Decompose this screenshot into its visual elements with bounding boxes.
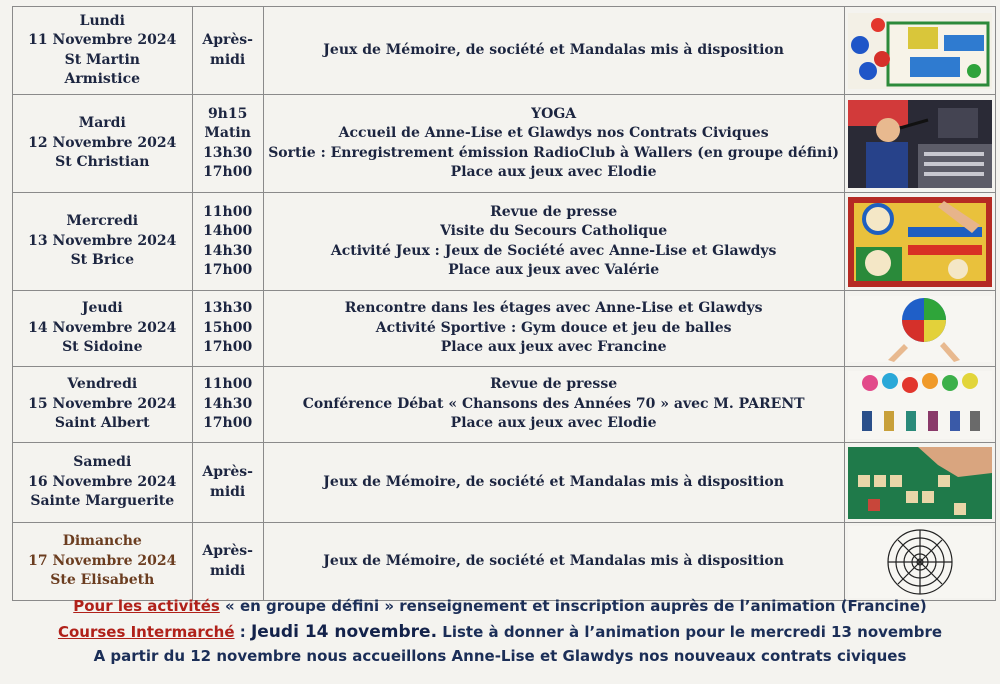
activities-cell (263, 523, 844, 601)
time-label: Après- (202, 32, 253, 48)
row-samedi (13, 443, 996, 523)
time-label: Après- (202, 464, 253, 480)
footer-shopping-text: Liste à donner à l’animation pour le mercredi 13 novembre (437, 623, 943, 641)
debate-bubbles-image (848, 371, 992, 439)
time-label: Matin (204, 125, 251, 141)
day-date: 16 Novembre 2024 (28, 473, 177, 490)
day-date: 17 Novembre 2024 (28, 552, 177, 569)
radio-studio-image (848, 100, 992, 188)
time-label: midi (210, 51, 246, 68)
day-date: 14 Novembre 2024 (28, 319, 177, 336)
footer-activities-label: Pour les activités (73, 597, 220, 615)
time-label: 15h00 (203, 319, 253, 336)
day-cell (13, 443, 193, 523)
footer-activities-text: « en groupe défini » renseignement et inscription auprès de l’animation (Francine) (219, 597, 927, 615)
activity-line: Accueil de Anne-Lise et Glawdys nos Contrats Civiques (338, 125, 769, 141)
day-saint: Saint Albert (54, 415, 150, 432)
day-name: Mercredi (66, 213, 139, 230)
activities-cell (263, 291, 844, 367)
time-label: 9h15 (207, 105, 248, 122)
day-saint: Ste Elisabeth (50, 572, 155, 589)
activity-line: YOGA (531, 105, 577, 122)
activity-line: Activité Jeux : Jeux de Société avec Anne-Lise et Glawdys (330, 242, 777, 259)
activity-line: Revue de presse (490, 376, 618, 393)
activities-cell (263, 193, 844, 291)
day-saint: St Sidoine (62, 339, 143, 356)
time-cell (192, 443, 263, 523)
activity-line: Conférence Débat « Chansons des Années 70 » avec M. PARENT (302, 395, 805, 412)
image-cell (844, 193, 995, 291)
time-cell (192, 193, 263, 291)
activity-line: Place aux jeux avec Francine (440, 339, 667, 356)
row-dimanche (13, 523, 996, 601)
mandala-image (848, 526, 992, 598)
activity-line: Place aux jeux avec Elodie (450, 415, 657, 432)
time-label: 17h00 (203, 164, 253, 180)
time-cell (192, 367, 263, 443)
day-date: 15 Novembre 2024 (28, 395, 177, 412)
day-cell (13, 7, 193, 95)
time-label: 14h00 (203, 223, 253, 239)
day-name: Lundi (79, 12, 125, 29)
day-cell (13, 193, 193, 291)
image-cell (844, 7, 995, 95)
row-mardi (13, 95, 996, 193)
activity-line: Jeux de Mémoire, de société et Mandalas mis à disposition (323, 41, 784, 58)
time-label: 11h00 (203, 203, 253, 220)
day-name: Vendredi (67, 376, 138, 393)
activity-line: Rencontre dans les étages avec Anne-Lise et Glawdys (344, 300, 763, 317)
image-cell (844, 443, 995, 523)
activity-line: Sortie : Enregistrement émission RadioClub à Wallers (en groupe défini) (268, 144, 840, 161)
activities-cell (263, 443, 844, 523)
activity-line: Place aux jeux avec Valérie (448, 262, 660, 278)
time-label: 17h00 (203, 339, 253, 356)
ball-game-image (848, 296, 992, 362)
board-game-pieces-image (848, 13, 992, 89)
time-label: midi (210, 483, 246, 500)
ludo-board-image (848, 197, 992, 287)
footer-welcome-text: A partir du 12 novembre nous accueillons Anne-Lise et Glawdys nos nouveaux contrats civiques (93, 647, 907, 665)
activity-line: Jeux de Mémoire, de société et Mandalas mis à disposition (323, 473, 784, 490)
row-vendredi (13, 367, 996, 443)
day-saint: St Brice (70, 252, 134, 269)
activities-cell (263, 7, 844, 95)
activities-cell (263, 367, 844, 443)
time-cell (192, 95, 263, 193)
day-name: Mardi (78, 115, 126, 132)
footer-shopping-date: Jeudi 14 novembre. (250, 622, 438, 642)
day-extra: Armistice (64, 71, 140, 87)
day-saint: Sainte Marguerite (30, 493, 175, 510)
activity-line: Jeux de Mémoire, de société et Mandalas mis à disposition (323, 552, 784, 569)
time-label: 14h30 (203, 242, 253, 259)
image-cell (844, 367, 995, 443)
day-date: 13 Novembre 2024 (28, 232, 177, 249)
time-label: 17h00 (203, 415, 253, 432)
day-saint: St Martin (64, 51, 140, 68)
time-label: 13h30 (203, 300, 253, 317)
time-cell (192, 523, 263, 601)
activity-line: Activité Sportive : Gym douce et jeu de balles (375, 319, 732, 336)
activity-line: Visite du Secours Catholique (440, 223, 668, 239)
day-name: Jeudi (81, 300, 123, 317)
day-date: 11 Novembre 2024 (28, 32, 177, 48)
day-saint: St Christian (55, 154, 150, 171)
time-label: 14h30 (203, 395, 253, 412)
time-label: Après- (202, 543, 253, 559)
footer-shopping-sep: : (234, 623, 251, 641)
activity-line: Place aux jeux avec Elodie (450, 164, 657, 180)
day-cell (13, 291, 193, 367)
day-name: Dimanche (62, 533, 142, 550)
day-cell (13, 95, 193, 193)
image-cell (844, 95, 995, 193)
row-jeudi (13, 291, 996, 367)
image-cell (844, 291, 995, 367)
schedule-table (12, 6, 996, 601)
row-mercredi (13, 193, 996, 291)
footer-shopping-label: Courses Intermarché (57, 623, 235, 641)
time-label: midi (210, 562, 246, 579)
activities-cell (263, 95, 844, 193)
time-label: 17h00 (203, 262, 253, 278)
day-date: 12 Novembre 2024 (28, 134, 177, 151)
footer-line-group-activities (0, 597, 1000, 615)
time-label: 11h00 (203, 376, 253, 393)
day-cell (13, 523, 193, 601)
time-cell (192, 7, 263, 95)
scrabble-board-image (848, 447, 992, 519)
activity-line: Revue de presse (490, 203, 618, 220)
image-cell (844, 523, 995, 601)
day-name: Samedi (73, 454, 132, 471)
footer-line-shopping (0, 622, 1000, 642)
day-cell (13, 367, 193, 443)
time-label: 13h30 (203, 144, 253, 161)
row-lundi (13, 7, 996, 95)
footer-line-welcome (0, 647, 1000, 665)
time-cell (192, 291, 263, 367)
